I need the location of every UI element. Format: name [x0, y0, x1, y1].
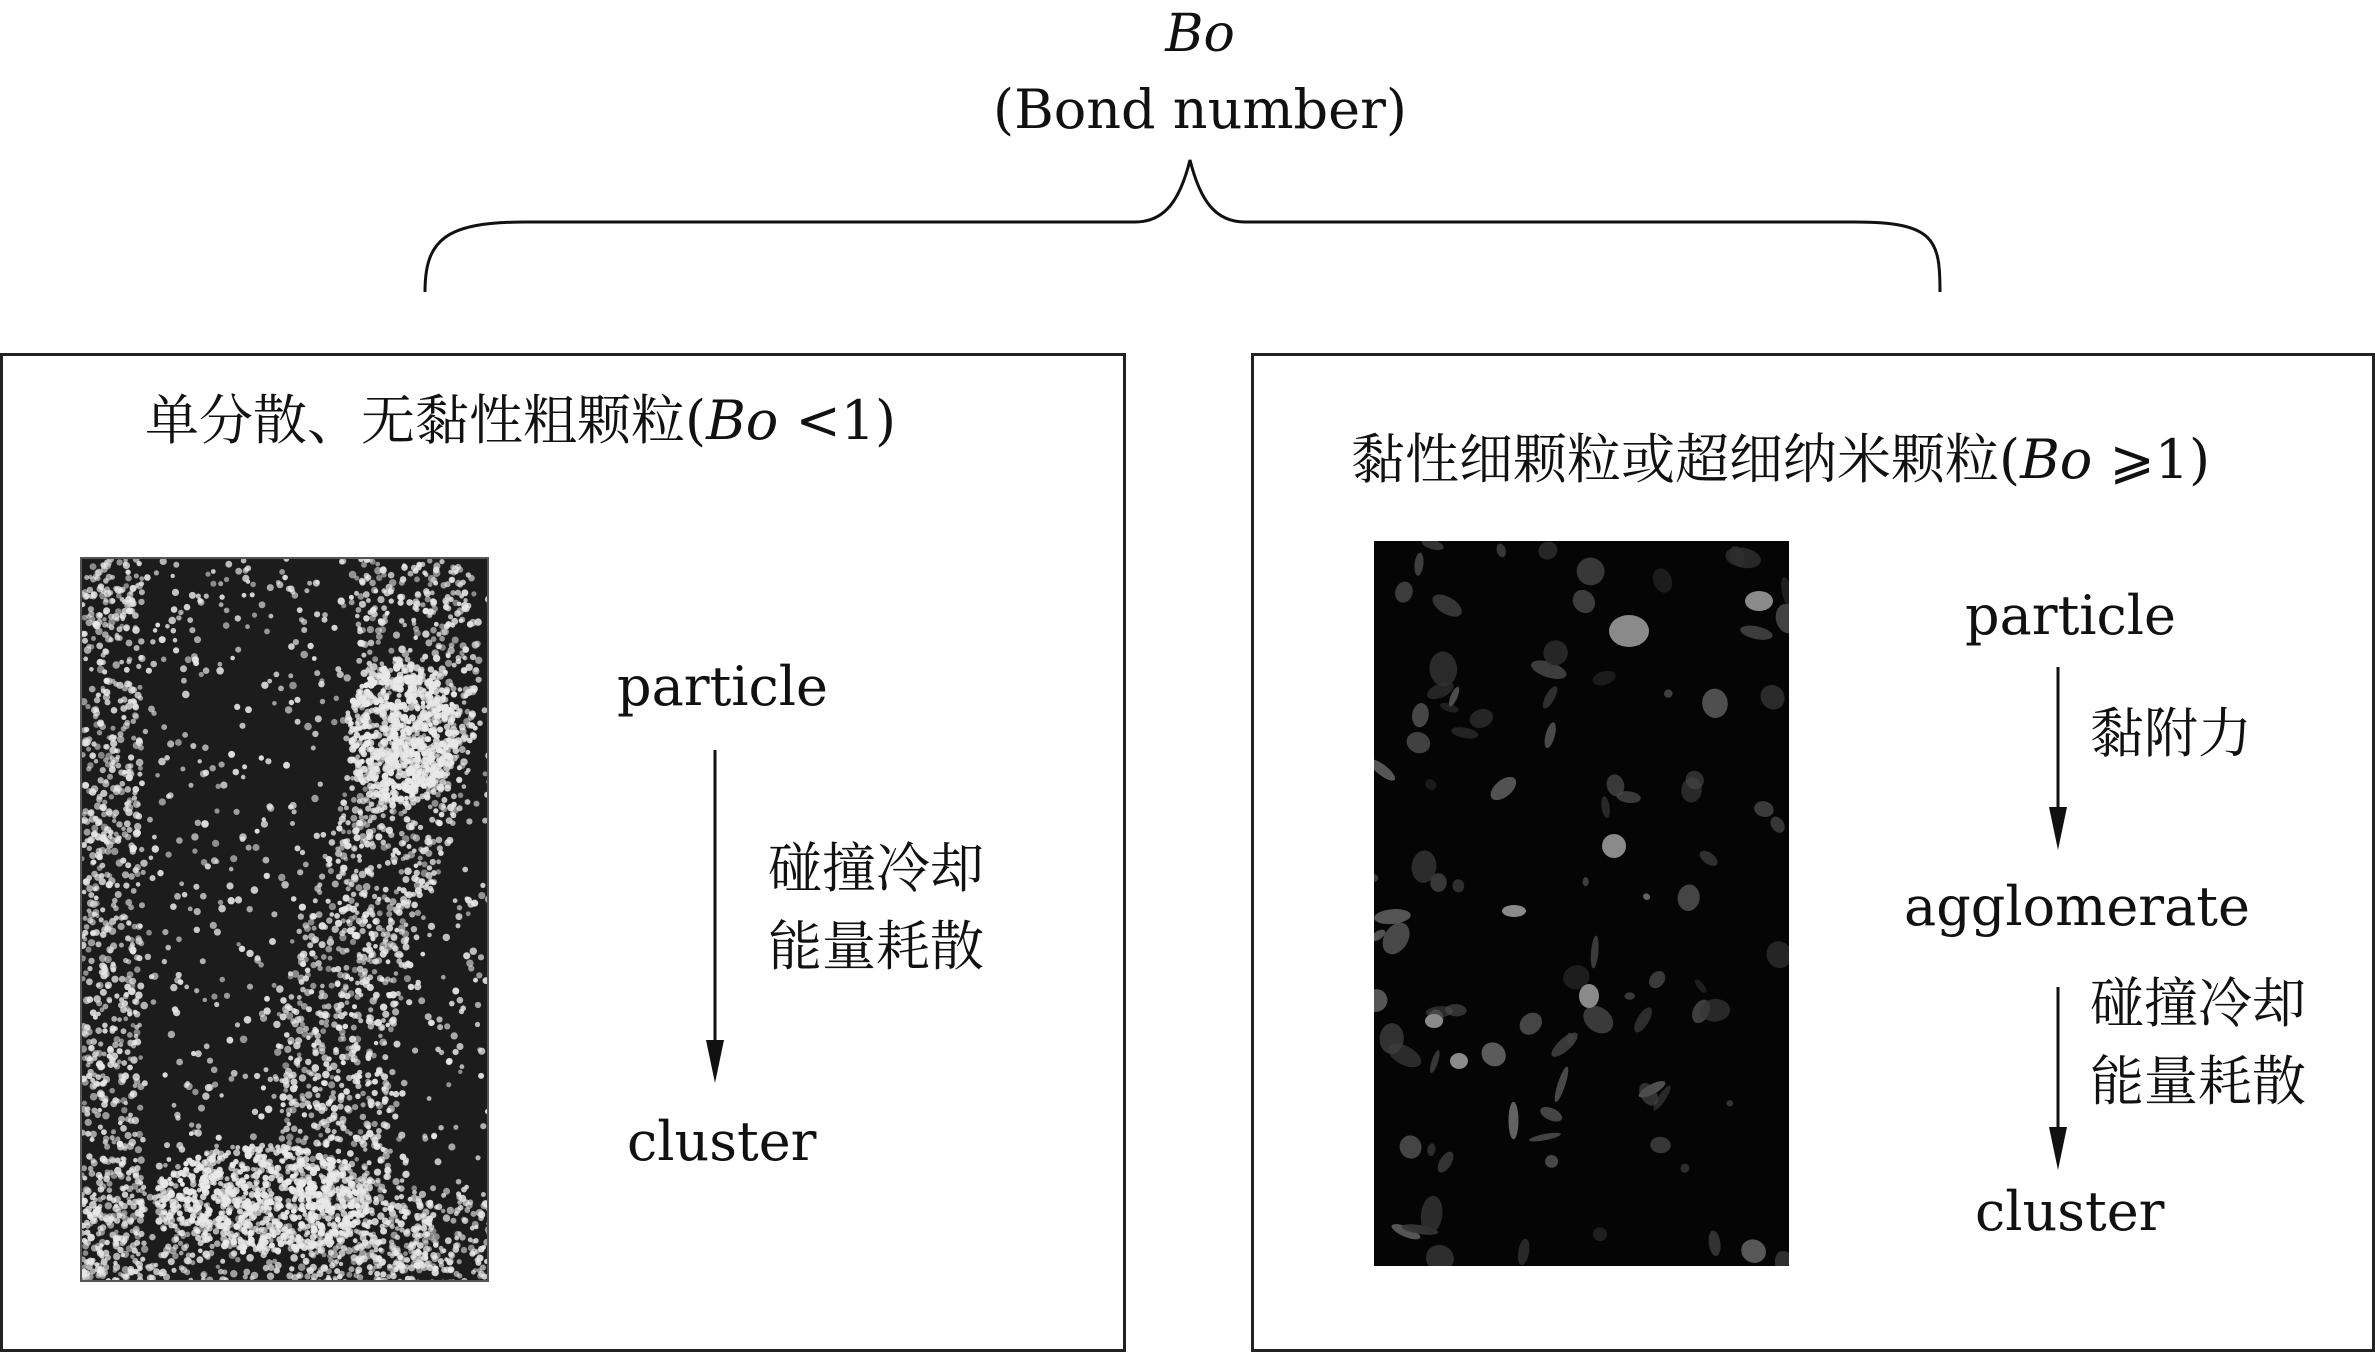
left-heading-text: 单分散、无黏性粗颗粒( — [145, 389, 707, 452]
left-flow-start: particle — [617, 655, 829, 718]
right-flow-middle: agglomerate — [1904, 875, 2250, 938]
right-heading-symbol: Bo — [2020, 428, 2093, 491]
left-flow-process — [768, 830, 984, 986]
right-process-line1: 碰撞冷却 — [2090, 972, 2306, 1035]
right-flow-arrow-2 — [2045, 985, 2075, 1175]
left-particle-dots — [82, 559, 489, 1282]
right-particle-photo — [1374, 541, 1789, 1266]
left-flow-arrow — [700, 748, 730, 1088]
right-heading-tail: ⩾1) — [2092, 428, 2211, 491]
bond-symbol: Bo — [1165, 4, 1235, 64]
bond-number-label: (Bond number) — [993, 78, 1407, 141]
right-process-line2: 能量耗散 — [2090, 1050, 2306, 1113]
right-flow-step1: 黏附力 — [2090, 702, 2252, 765]
curly-brace — [0, 0, 2375, 320]
right-agglomerate-blobs — [1374, 541, 1789, 1266]
left-process-line1: 碰撞冷却 — [768, 837, 984, 900]
left-panel-heading — [145, 378, 896, 455]
left-flow-end: cluster — [627, 1110, 817, 1173]
right-panel-heading — [1351, 417, 2210, 494]
left-particle-photo — [80, 557, 489, 1282]
right-flow-start: particle — [1965, 584, 2177, 647]
right-flow-end: cluster — [1975, 1180, 2165, 1243]
left-heading-tail: <1) — [778, 389, 897, 452]
right-flow-process — [2090, 965, 2306, 1121]
right-flow-arrow-1 — [2045, 665, 2075, 855]
left-heading-symbol: Bo — [706, 389, 779, 452]
left-process-line2: 能量耗散 — [768, 915, 984, 978]
right-heading-text: 黏性细颗粒或超细纳米颗粒( — [1351, 428, 2021, 491]
